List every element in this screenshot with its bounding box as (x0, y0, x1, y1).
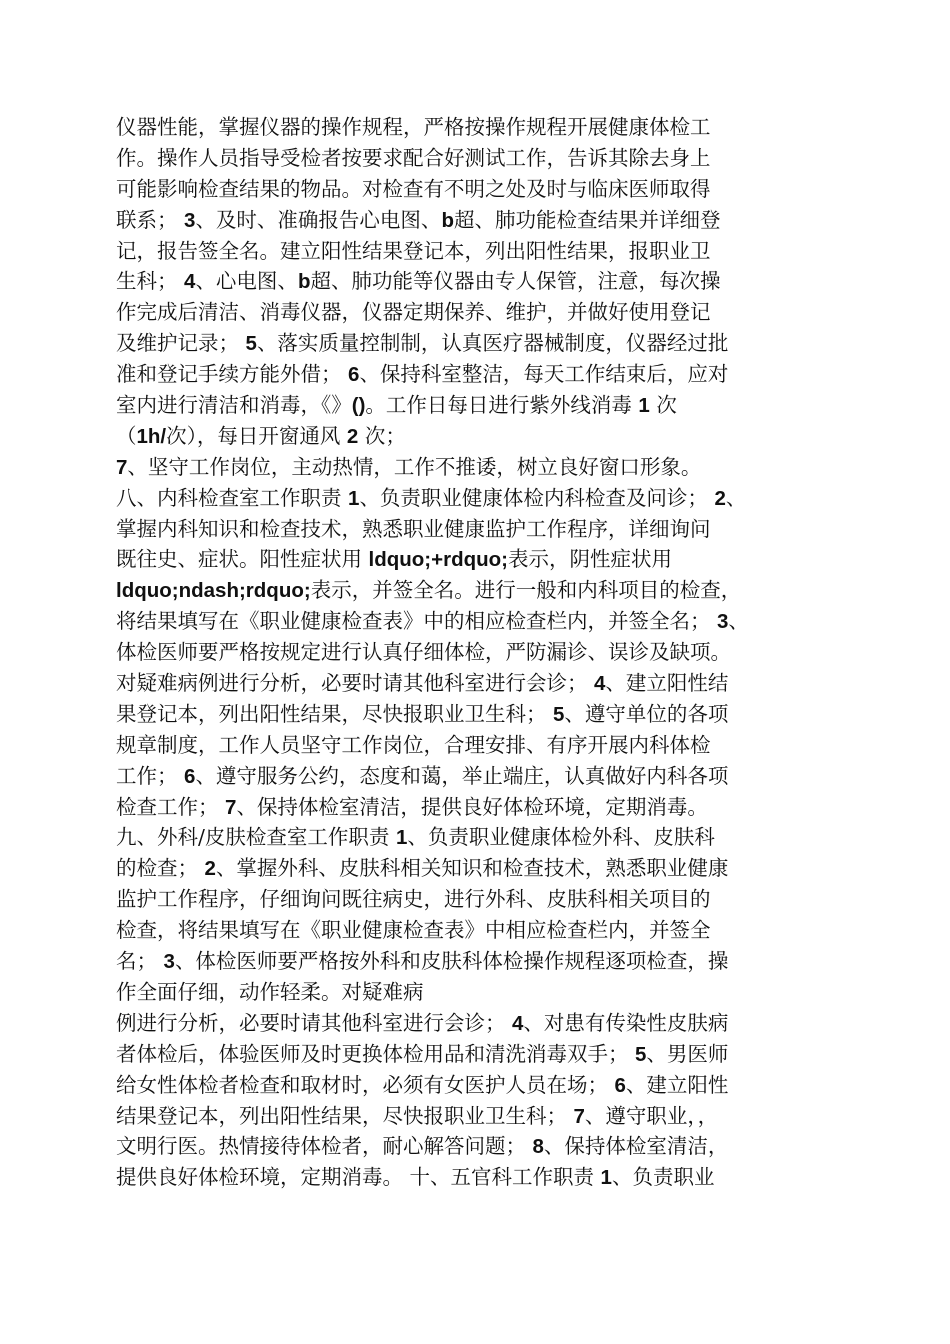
text-segment: 4 (594, 672, 606, 696)
text-segment: 、 (725, 485, 747, 510)
text-segment: 准和登记手续方能外借； (116, 362, 349, 387)
text-segment: 作完成后清洁、消毒仪器，仪器定期保养、维护，并做好使用登记 (116, 300, 711, 325)
text-line (116, 421, 856, 452)
text-segment: 、保持体检室清洁， (543, 1134, 729, 1159)
text-line (116, 1008, 856, 1039)
text-line (116, 915, 856, 946)
text-segment: 、保持科室整洁，每天工作结束后，应对 (359, 362, 729, 387)
text-line (116, 359, 856, 390)
text-segment: 1 (638, 394, 650, 418)
text-segment: 超、肺功能检查结果并详细登 (453, 207, 721, 232)
text-line (116, 112, 856, 143)
text-segment: 、掌握外科、皮肤科相关知识和检查技术，熟悉职业健康 (215, 856, 729, 881)
text-segment: 4 (184, 270, 196, 294)
text-segment: b (441, 208, 454, 232)
text-segment: 对疑难病例进行分析，必要时请其他科室进行会诊； (116, 671, 595, 696)
text-segment: 、遵守单位的各项 (564, 701, 729, 726)
text-segment: 1 (395, 826, 408, 850)
text-line (116, 266, 856, 297)
text-segment: 3 (163, 950, 175, 974)
text-line (116, 699, 856, 730)
text-segment: 5 (553, 702, 565, 726)
text-segment: 次），每日开窗通风 (166, 423, 347, 448)
text-segment: 3 (717, 610, 729, 634)
text-segment: 。工作日每日进行紫外线消毒 (365, 393, 639, 418)
text-segment: 体检医师要严格按规定进行认真仔细体检，严防漏诊、误诊及缺项。 (116, 640, 731, 665)
text-line (116, 236, 856, 267)
text-segment: 名； (116, 949, 164, 974)
text-segment: （ (116, 423, 137, 448)
text-segment: 生科； (116, 269, 185, 294)
text-segment: 6 (614, 1073, 626, 1097)
text-segment: 作。操作人员指导受检者按要求配合好测试工作，告诉其除去身上 (116, 145, 711, 170)
text-line (116, 1162, 856, 1193)
text-line (116, 1039, 856, 1070)
text-line (116, 483, 856, 514)
text-segment: () (351, 394, 366, 418)
text-segment: 1 (348, 486, 360, 510)
text-line (116, 205, 856, 236)
text-segment: 室内进行清洁和消毒，《》 (116, 393, 352, 418)
text-segment: 超、肺功能等仪器由专人保管，注意，每次操 (310, 269, 721, 294)
text-line (116, 174, 856, 205)
text-segment: 、建立阳性结 (605, 671, 729, 696)
text-segment: 、体检医师要严格按外科和皮肤科体检操作规程逐项检查，操 (174, 949, 729, 974)
text-segment: 作全面仔细，动作轻柔。对疑难病 (116, 979, 424, 1004)
text-segment: 6 (348, 363, 360, 387)
text-segment: 、负责职业 (611, 1165, 715, 1190)
text-segment: 例进行分析，必要时请其他科室进行会诊； (116, 1010, 513, 1035)
text-segment: ldquo;+rdquo; (368, 548, 508, 572)
text-segment: 、落实质量控制制，认真医疗器械制度，仪器经过批 (256, 331, 729, 356)
text-segment: 、遵守职业，， (584, 1103, 719, 1128)
text-segment: 掌握内科知识和检查技术，熟悉职业健康监护工作程序，详细询问 (116, 516, 711, 541)
text-segment: 表示，并签全名。进行一般和内科项目的检查， (310, 578, 742, 603)
text-line (116, 637, 856, 668)
text-line (116, 390, 856, 421)
text-segment: 记，报告签全名。建立阳性结果登记本，列出阳性结果，报职业卫 (116, 238, 711, 263)
text-segment: 、负责职业健康体检内科检查及问诊； (359, 485, 715, 510)
text-segment: 5 (245, 332, 257, 356)
text-segment: 果登记本，列出阳性结果，尽快报职业卫生科； (116, 701, 554, 726)
text-segment: 规章制度，工作人员坚守工作岗位，合理安排、有序开展内科体检 (116, 732, 711, 757)
text-segment: 、建立阳性 (625, 1072, 729, 1097)
text-line (116, 853, 856, 884)
text-segment: 5 (635, 1042, 647, 1066)
text-segment: 及维护记录； (116, 331, 246, 356)
text-line (116, 297, 856, 328)
text-line (116, 1131, 856, 1162)
text-segment: 、坚守工作岗位，主动热情，工作不推诿，树立良好窗口形象。 (127, 454, 702, 479)
text-segment: 8 (532, 1135, 544, 1159)
text-segment: 次； (358, 423, 406, 448)
text-segment: 3 (184, 208, 196, 232)
text-segment: 的检查； (116, 856, 205, 881)
text-line (116, 822, 856, 853)
text-segment: 检查工作； (116, 794, 226, 819)
text-segment: 6 (184, 764, 196, 788)
text-segment: 2 (714, 486, 726, 510)
document-body-text (116, 112, 856, 1193)
text-segment: 2 (346, 424, 359, 448)
text-line (116, 730, 856, 761)
text-segment: 7 (225, 795, 237, 819)
text-segment: 、男医师 (646, 1041, 729, 1066)
text-segment: 既往史、症状。阳性症状用 (116, 547, 369, 572)
text-line (116, 575, 856, 606)
text-line (116, 514, 856, 545)
text-segment: 7 (573, 1104, 585, 1128)
text-segment: 八、内科检查室工作职责 (116, 485, 349, 510)
text-segment: ldquo;ndash;rdquo; (116, 579, 311, 603)
text-segment: 仪器性能，掌握仪器的操作规程，严格按操作规程开展健康体检工 (116, 115, 711, 139)
text-line (116, 1070, 856, 1101)
text-segment: 给女性体检者检查和取材时，必须有女医护人员在场； (116, 1072, 615, 1097)
text-line (116, 946, 856, 977)
text-segment: 、遵守服务公约，态度和蔼，举止端庄，认真做好内科各项 (195, 763, 729, 788)
text-segment: 提供良好体检环境，定期消毒。 十、五官科工作职责 (116, 1165, 601, 1190)
text-segment: 次 (649, 393, 677, 418)
text-segment: b (297, 270, 311, 294)
text-segment: 监护工作程序，仔细询问既往病史，进行外科、皮肤科相关项目的 (116, 887, 711, 912)
text-segment: 工作； (116, 763, 185, 788)
text-segment: 、及时、准确报告心电图、 (195, 207, 442, 232)
text-line (116, 668, 856, 699)
text-segment: 检查，将结果填写在《职业健康检查表》中相应检查栏内，并签全 (116, 918, 711, 943)
text-line (116, 792, 856, 823)
text-segment: 1 (600, 1166, 612, 1190)
text-segment: 、 (728, 609, 749, 634)
text-segment: 2 (204, 857, 216, 881)
text-line (116, 761, 856, 792)
text-line (116, 143, 856, 174)
text-segment: 、负责职业健康体检外科、皮肤科 (407, 825, 715, 850)
text-segment: 表示，阴性症状用 (508, 547, 672, 572)
text-line (116, 977, 856, 1008)
text-segment: 将结果填写在《职业健康检查表》中的相应检查栏内，并签全名； (116, 609, 718, 634)
text-segment: 7 (116, 455, 128, 479)
text-segment: 、保持体检室清洁，提供良好体检环境，定期消毒。 (236, 794, 708, 819)
text-segment: 文明行医。热情接待体检者，耐心解答问题； (116, 1134, 533, 1159)
text-segment: 1h/ (136, 424, 167, 448)
text-segment: 、心电图、 (195, 269, 298, 294)
text-line (116, 328, 856, 359)
text-segment: 者体检后，体验医师及时更换体检用品和清洗消毒双手； (116, 1041, 636, 1066)
text-line (116, 606, 856, 637)
text-segment: 可能影响检查结果的物品。对检查有不明之处及时与临床医师取得 (116, 176, 711, 201)
text-segment: 结果登记本，列出阳性结果，尽快报职业卫生科； (116, 1103, 574, 1128)
text-line (116, 1101, 856, 1132)
text-segment: 九、外科/皮肤检查室工作职责 (116, 825, 396, 850)
text-line (116, 544, 856, 575)
text-line (116, 884, 856, 915)
text-line (116, 452, 856, 483)
text-segment: 4 (512, 1011, 524, 1035)
text-segment: 联系； (116, 207, 185, 232)
text-segment: 、对患有传染性皮肤病 (523, 1010, 729, 1035)
